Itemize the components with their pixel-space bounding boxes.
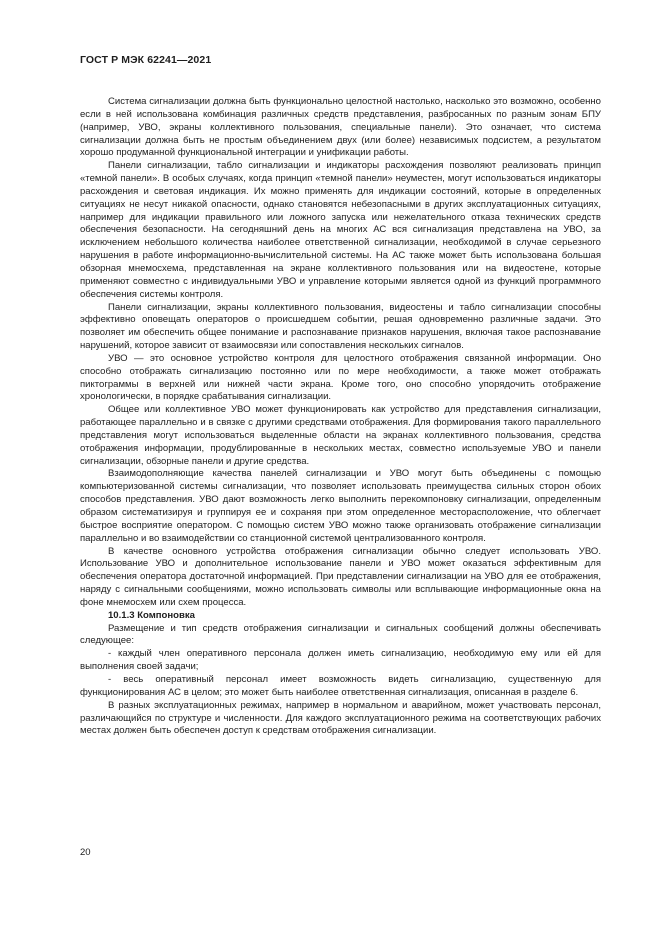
section-intro: Размещение и тип средств отображения сигнализации и сигнальных сообщений должны обеспечивать следующее: [80,622,601,647]
paragraph: Панели сигнализации, табло сигнализации и индикаторы расхождения позволяют реализовать принцип «темной панели». В особых случаях, когда принцип «темной панели» неуместен, могут использоваться индикаторы расхождения и световая индикация. Их можно применять для индикации состояний, которые в определенных ситуациях не несут никакой опасности, однако становятся небезопасными в других эксплуатационных ситуациях, например для индикации правильного или ложного запуска или нежелательного отказа технических средств обеспечения безопасности. На сегодняшний день на многих АС вся сигнализация представлена на УВО, за исключением небольшого количества наиболее ответственной сигнализации, необходимой в случае серьезного нарушения в работе информационно-вычислительной системы. На АС также может быть использована большая обзорная мнемосхема, представленная на экране коллективного пользования или на видеостене, которые применяют совместно с индивидуальными УВО и управление которыми является одной из функций программного обеспечения системы контроля. [80,160,601,300]
document-body [80,96,601,738]
paragraph: Панели сигнализации, экраны коллективного пользования, видеостены и табло сигнализации способны эффективно оповещать операторов о происшедшем событии, решая одновременно различные задачи. Это позволяет им обеспечить общее понимание и распознавание признаков нарушения, включая такое распознавание нарушений, которое зависит от взаимосвязи или сопоставления нескольких сигналов. [80,301,601,352]
section-closing: В разных эксплуатационных режимах, например в нормальном и аварийном, может участвовать персонал, различающийся по структуре и численности. Для каждого эксплуатационного режима на соответствующих рабочих местах должен быть обеспечен доступ к средствам отображения сигнализации. [80,699,601,737]
list-item: - весь оперативный персонал имеет возможность видеть сигнализацию, существенную для функционирования АС в целом; это может быть наиболее ответственная сигнализация, описанная в разделе 6. [80,673,601,698]
paragraph: Общее или коллективное УВО может функционировать как устройство для представления сигнализации, работающее параллельно и в связке с другими средствами отображения. Для формирования такого параллельного представления могут использоваться выделенные области на экранах коллективного пользования, средства отображения информации, продублированные в нескольких местах, совместно используемые УВО и панели сигнализации, обзорные панели и другие средства. [80,404,601,467]
list-item: - каждый член оперативного персонала должен иметь сигнализацию, необходимую ему или ей для выполнения своей задачи; [80,648,601,673]
standard-header: ГОСТ Р МЭК 62241—2021 [80,54,212,66]
paragraph: УВО — это основное устройство контроля для целостного отображения связанной информации. Оно способно отображать сигнализацию постоянно или по мере необходимости, а также может отображать пиктограммы в верхней или нижней части экрана. Кроме того, оно способно упорядочить отображение хронологически, в порядке срабатывания сигнализации. [80,352,601,403]
section-heading: 10.1.3 Компоновка [108,609,195,621]
paragraph: Система сигнализации должна быть функционально целостной настолько, насколько это возможно, особенно если в ней использована комбинация различных средств представления, разбросанных по разным зонам БПУ (например, УВО, экраны коллективного пользования, специальные панели). Это означает, что система сигнализации должна быть не простым объединением двух (или более) независимых подсистем, а результатом хорошо продуманной функциональной интеграции и унификации работы. [80,96,601,159]
paragraph: Взаимодополняющие качества панелей сигнализации и УВО могут быть объединены с помощью компьютеризованной системы сигнализации, что позволяет использовать преимущества сильных сторон обоих способов представления. УВО дают возможность легко выполнить перекомпоновку сигнализации, определенным образом систематизируя и группируя ее и сохраняя при этом определенное месторасположение, что облегчает быстрое восприятие оператором. С помощью систем УВО можно также организовать отображение сигнализации параллельно и во взаимодействии со станционной системой централизованного контроля. [80,468,601,544]
page-number: 20 [80,847,91,858]
paragraph: В качестве основного устройства отображения сигнализации обычно следует использовать УВО. Использование УВО и дополнительное использование панели и УВО может оказаться эффективным для обеспечения оператора достаточной информацией. При представлении сигнализации на УВО для ее отображения, наряду с сигнальными сообщениями, можно использовать символы или всплывающие информационные окна на фоне мнемосхем или схем процесса. [80,545,601,608]
